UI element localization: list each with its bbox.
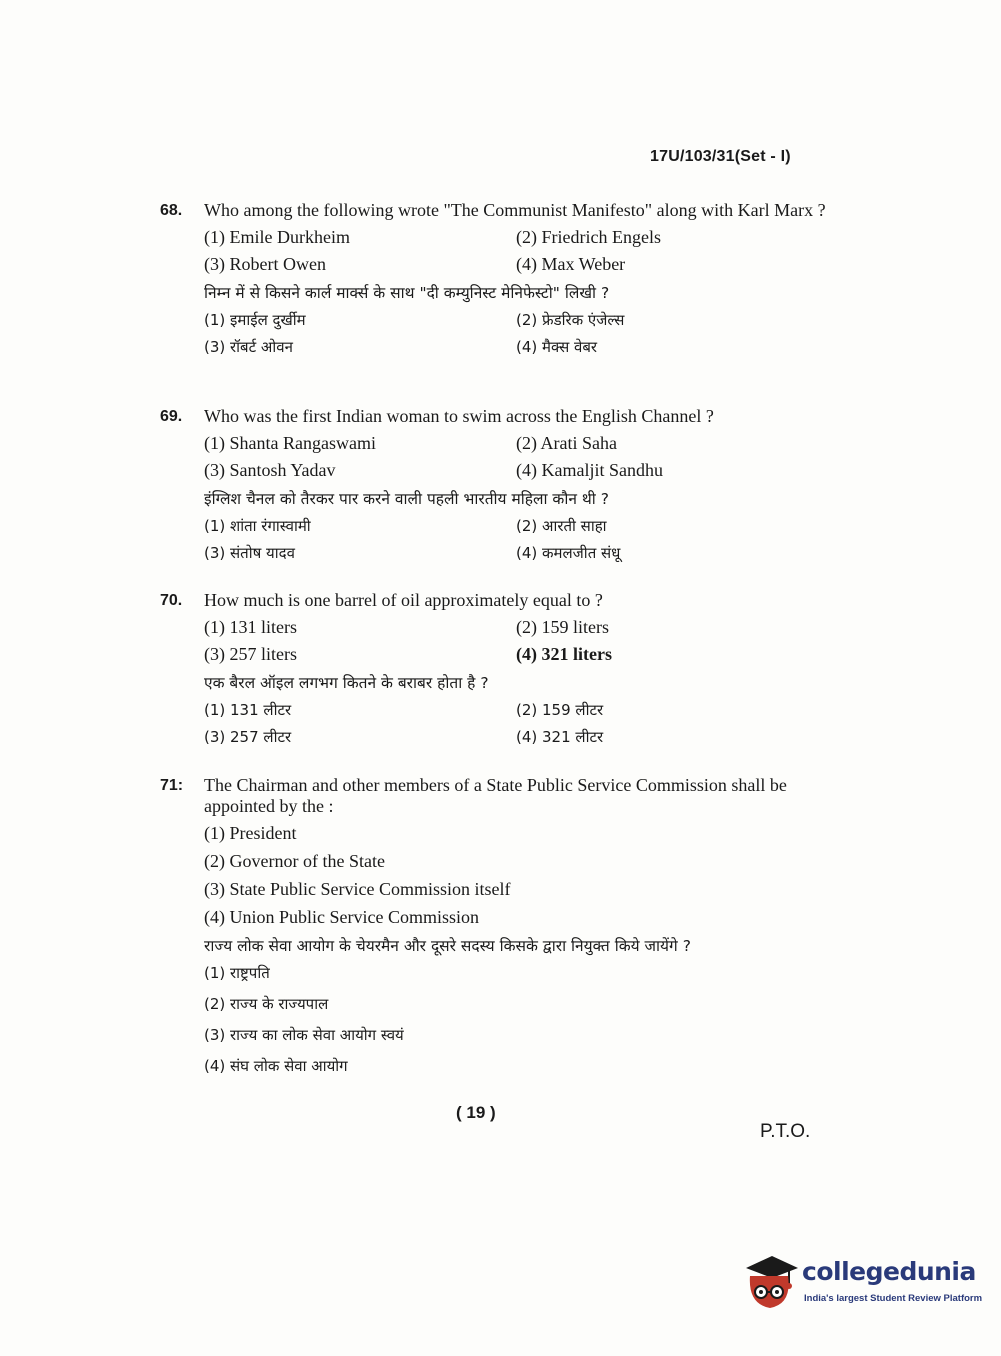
question-number: 70.	[160, 592, 183, 609]
question-text-en: The Chairman and other members of a State Public Service Commission shall be appointed by the :	[204, 775, 787, 816]
option-2-hi: (2) 159 लीटर	[516, 701, 604, 719]
option-2-en: (2) Friedrich Engels	[516, 227, 661, 247]
question-text-hi: इंग्लिश चैनल को तैरकर पार करने वाली पहली भारतीय महिला कौन थी ?	[204, 490, 609, 508]
question-text-hi: एक बैरल ऑइल लगभग कितने के बराबर होता है ?	[204, 674, 489, 692]
option-1-en: (1) President	[204, 823, 297, 843]
paper-code: 17U/103/31(Set - I)	[650, 148, 791, 165]
option-2-en: (2) Governor of the State	[204, 851, 385, 871]
option-4-en: (4) 321 liters	[516, 644, 612, 664]
option-4-en: (4) Union Public Service Commission	[204, 907, 479, 927]
option-4-hi: (4) मैक्स वेबर	[516, 338, 598, 356]
option-1-en: (1) Shanta Rangaswami	[204, 433, 376, 453]
option-1-en: (1) Emile Durkheim	[204, 227, 350, 247]
option-4-en: (4) Max Weber	[516, 254, 626, 274]
question-text-en: Who among the following wrote "The Communist Manifesto" along with Karl Marx ?	[204, 200, 826, 220]
mascot-icon	[742, 1252, 800, 1314]
question-number: 68.	[160, 202, 183, 219]
collegedunia-watermark	[742, 1252, 983, 1314]
question-70	[160, 590, 840, 748]
option-3-en: (3) 257 liters	[204, 644, 297, 664]
option-4-en: (4) Kamaljit Sandhu	[516, 460, 663, 480]
page-number: ( 19 )	[456, 1103, 496, 1122]
option-4-hi: (4) 321 लीटर	[516, 728, 604, 746]
question-text-en: How much is one barrel of oil approximately equal to ?	[204, 590, 603, 610]
option-2-hi: (2) फ्रेडरिक एंजेल्स	[516, 311, 625, 329]
option-3-hi: (3) रॉबर्ट ओवन	[204, 338, 293, 356]
question-number: 71:	[160, 777, 184, 794]
option-1-en: (1) 131 liters	[204, 617, 297, 637]
option-3-hi: (3) संतोष यादव	[204, 544, 295, 562]
option-1-hi: (1) राष्ट्रपति	[204, 964, 270, 982]
option-3-en: (3) Robert Owen	[204, 254, 326, 274]
option-1-hi: (1) 131 लीटर	[204, 701, 292, 719]
question-text-hi: निम्न में से किसने कार्ल मार्क्स के साथ "दी कम्युनिस्ट मेनिफेस्टो" लिखी ?	[204, 284, 610, 302]
question-text-en: Who was the first Indian woman to swim across the English Channel ?	[204, 406, 714, 426]
question-71	[160, 775, 840, 1077]
option-4-hi: (4) संघ लोक सेवा आयोग	[204, 1057, 348, 1075]
option-1-hi: (1) शांता रंगास्वामी	[204, 517, 311, 535]
question-number: 69.	[160, 408, 183, 425]
option-2-hi: (2) आरती साहा	[516, 517, 607, 535]
option-3-hi: (3) राज्य का लोक सेवा आयोग स्वयं	[204, 1026, 404, 1044]
question-68	[160, 200, 840, 358]
option-2-en: (2) 159 liters	[516, 617, 609, 637]
option-2-hi: (2) राज्य के राज्यपाल	[204, 995, 329, 1013]
option-1-hi: (1) इमाईल दुर्खीम	[204, 311, 306, 329]
option-4-hi: (4) कमलजीत संधू	[516, 544, 621, 562]
question-69	[160, 406, 840, 564]
option-3-en: (3) Santosh Yadav	[204, 460, 336, 480]
option-2-en: (2) Arati Saha	[516, 433, 617, 453]
option-3-en: (3) State Public Service Commission itself	[204, 879, 511, 899]
brand-tagline: India's largest Student Review Platform	[804, 1293, 983, 1304]
question-text-hi: राज्य लोक सेवा आयोग के चेयरमैन और दूसरे सदस्य किसके द्वारा नियुक्त किये जायेंगे ?	[204, 937, 691, 955]
pto-label: P.T.O.	[760, 1121, 811, 1142]
option-3-hi: (3) 257 लीटर	[204, 728, 292, 746]
brand-name: collegedunia	[802, 1257, 976, 1286]
